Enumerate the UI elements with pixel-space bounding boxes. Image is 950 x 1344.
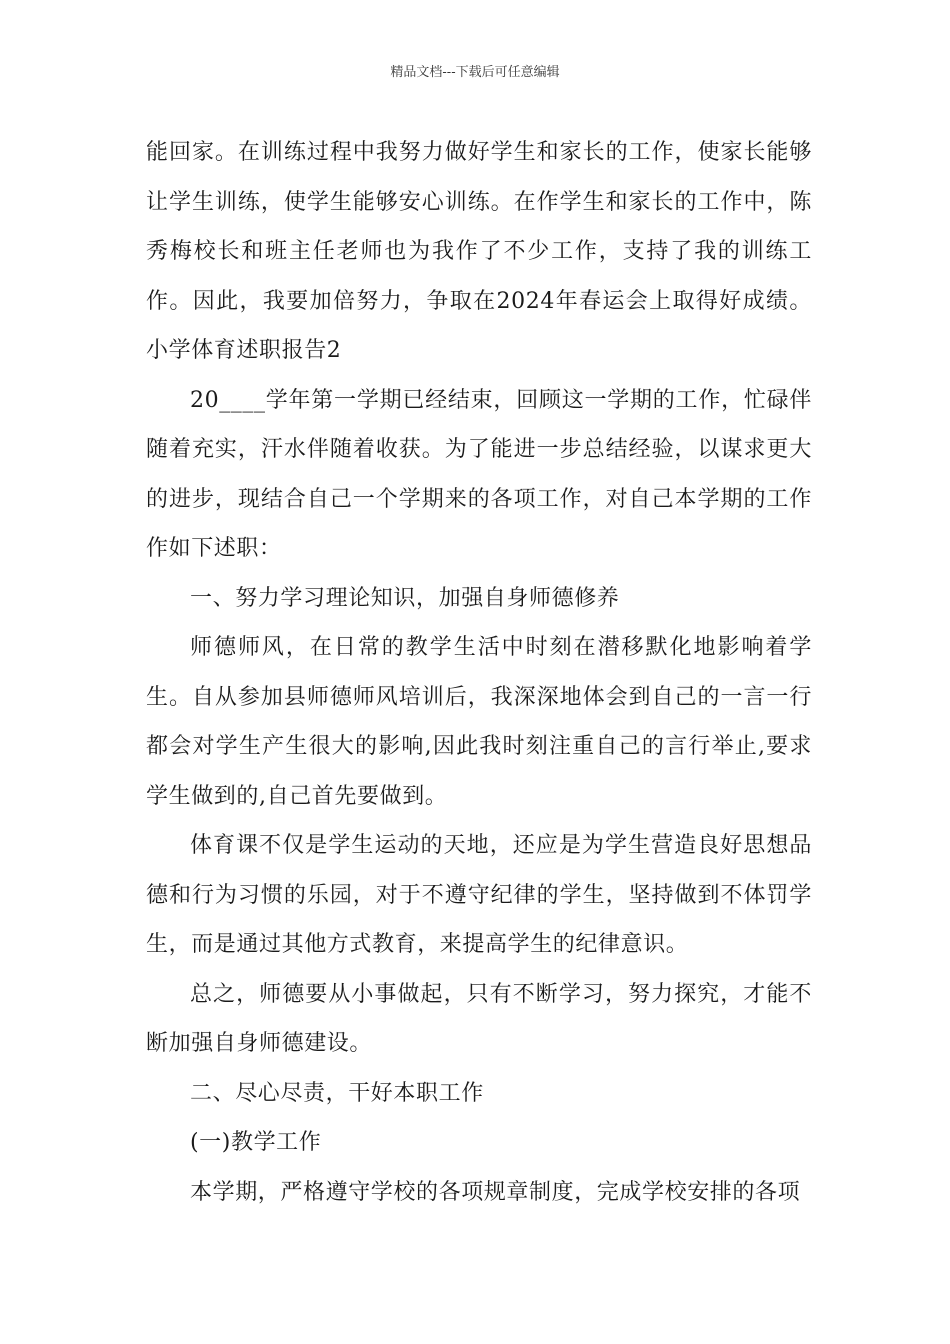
- paragraph-ethics-summary: 总之，师德要从小事做起，只有不断学习，努力探究，才能不断加强自身师德建设。: [146, 981, 812, 1056]
- paragraph-ethics-2: 体育课不仅是学生运动的天地，还应是为学生营造良好思想品德和行为习惯的乐园，对于不遵守纪律的学生，坚持做到不体罚学生，而是通过其他方式教育，来提高学生的纪律意识。: [146, 833, 812, 957]
- page-header: 精品文档---下载后可任意编辑: [390, 65, 560, 80]
- paragraph-continuation: 能回家。在训练过程中我努力做好学生和家长的工作，使家长能够让学生训练，使学生能够安心训练。在作学生和家长的工作中，陈秀梅校长和班主任老师也为我作了不少工作，支持了我的训练工作。因此，我要加倍努力，争取在2024年春运会上取得好成绩。小学体育述职报告2: [146, 140, 812, 363]
- paragraph-ethics-1: 师德师风，在日常的教学生活中时刻在潜移默化地影响着学生。自从参加县师德师风培训后，我深深地体会到自己的一言一行都会对学生产生很大的影响,因此我时刻注重自己的言行举止,要求学生做到的,自己首先要做到。: [146, 635, 812, 809]
- section-heading-2: 二、尽心尽责，干好本职工作: [190, 1080, 484, 1106]
- section-heading-1: 一、努力学习理论知识，加强自身师德修养: [190, 585, 620, 611]
- subsection-heading-teaching: (一)教学工作: [190, 1130, 322, 1155]
- paragraph-teaching: 本学期，严格遵守学校的各项规章制度，完成学校安排的各项: [190, 1179, 801, 1205]
- paragraph-intro: 20____学年第一学期已经结束，回顾这一学期的工作，忙碌伴随着充实，汗水伴随着收获。为了能进一步总结经验，以谋求更大的进步，现结合自己一个学期来的各项工作，对自己本学期的工作作如下述职：: [146, 387, 812, 561]
- document-body: [146, 128, 812, 1217]
